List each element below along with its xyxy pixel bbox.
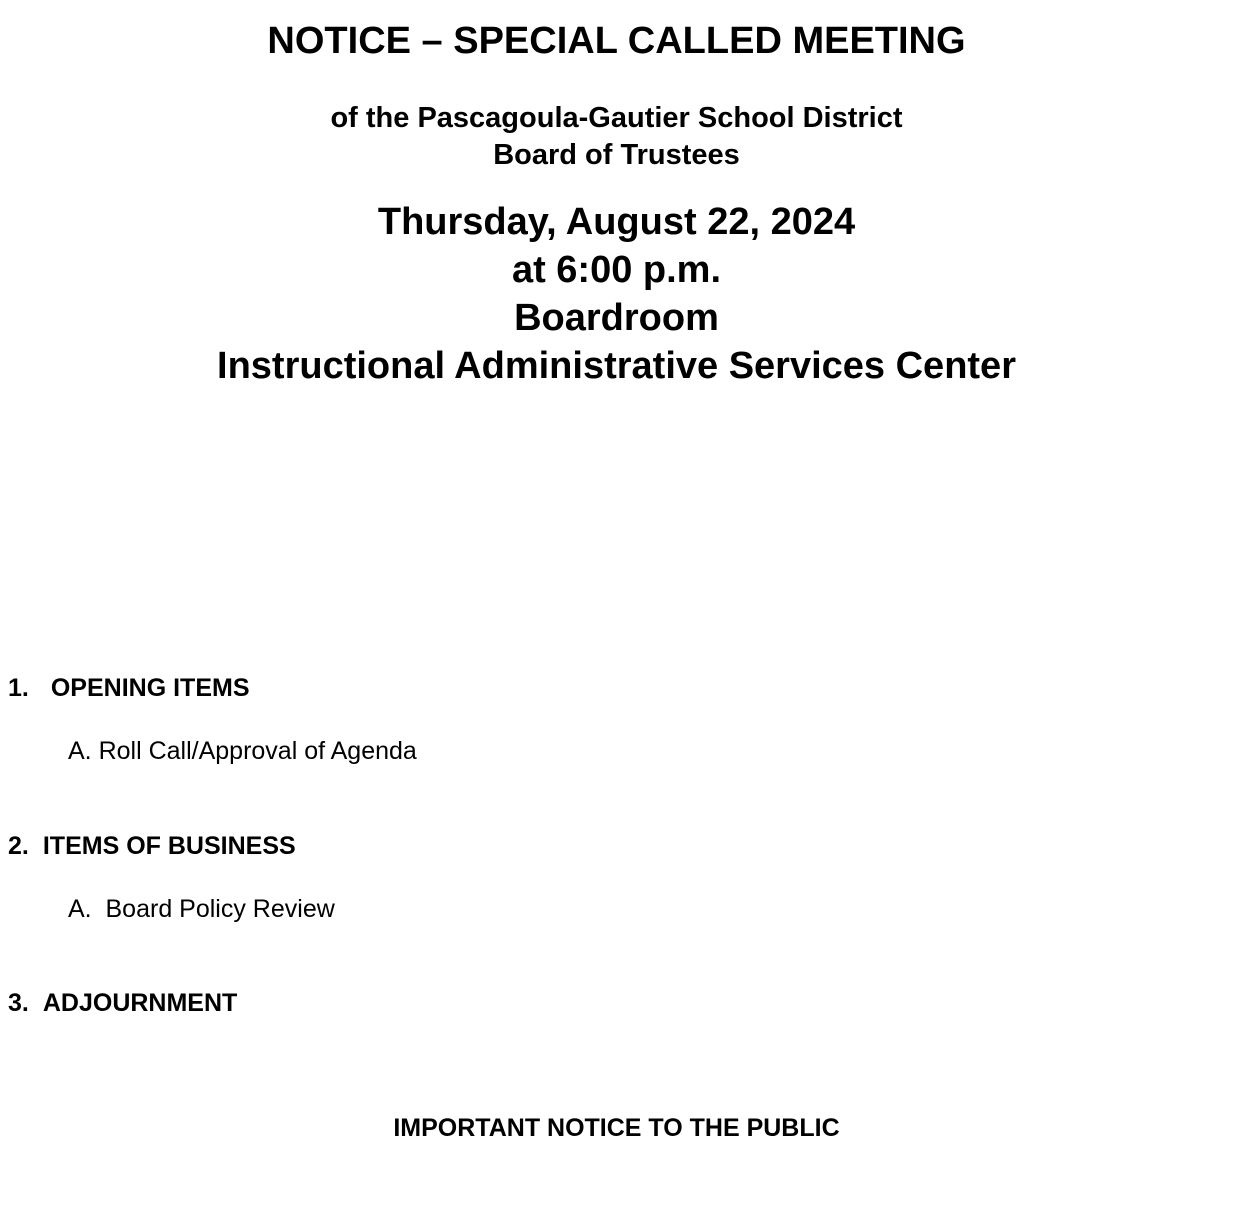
district-name: of the Pascagoula-Gautier School District [330, 102, 903, 134]
section-heading: ITEMS OF BUSINESS [42, 832, 296, 860]
agenda-section-1 [8, 674, 250, 703]
meeting-room: Boardroom [514, 297, 719, 339]
meeting-date: Thursday, August 22, 2024 [377, 201, 856, 243]
document-title: NOTICE – SPECIAL CALLED MEETING [267, 20, 966, 62]
public-notice-heading: IMPORTANT NOTICE TO THE PUBLIC [393, 1114, 840, 1142]
board-name: Board of Trustees [493, 139, 740, 171]
subtitle [0, 100, 1233, 174]
section-heading: ADJOURNMENT [42, 989, 238, 1017]
section-number: 2. [8, 832, 29, 860]
agenda-item: A. Board Policy Review [68, 895, 335, 923]
agenda-section-3 [8, 989, 237, 1018]
agenda-section-2 [8, 832, 296, 861]
section-number: 1. [8, 674, 29, 702]
agenda-item: A. Roll Call/Approval of Agenda [68, 737, 417, 765]
meeting-details [0, 198, 1233, 390]
meeting-location: Instructional Administrative Services Center [217, 345, 1016, 387]
section-heading: OPENING ITEMS [50, 674, 250, 702]
section-number: 3. [8, 989, 29, 1017]
meeting-time: at 6:00 p.m. [511, 249, 722, 291]
